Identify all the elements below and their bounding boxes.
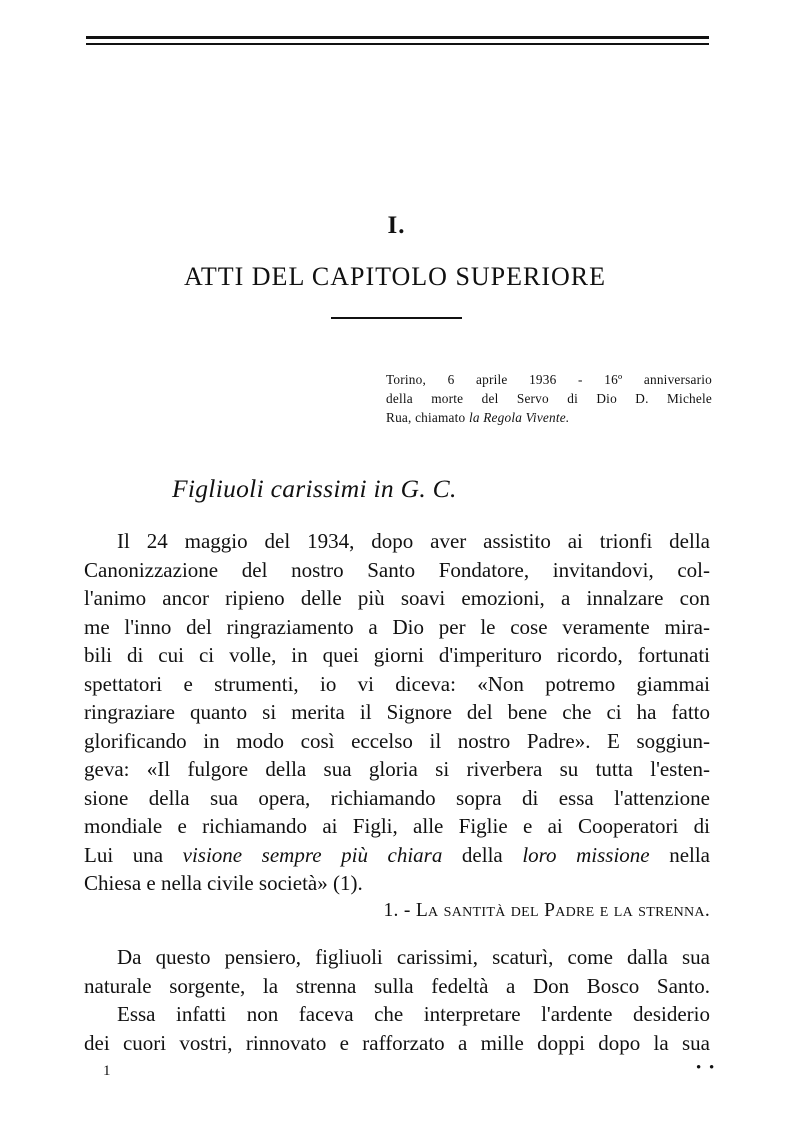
top-double-rule <box>86 36 709 47</box>
p1-line-2: Canonizzazione del nostro Santo Fondatore, invitandovi, col- <box>84 557 710 582</box>
p1-line-12-a: Lui una <box>84 842 183 867</box>
title-underline-rule <box>331 317 462 319</box>
p1-line-11: mondiale e richiamando ai Figli, alle Figlie e ai Cooperatori di <box>84 814 710 838</box>
p1-line-3: l'animo ancor ripieno delle più soavi emozioni, a innalzare con <box>84 586 710 610</box>
p2-line-3: Essa infatti non faceva che interpretare l'ardente desiderio <box>117 1002 710 1026</box>
p1-line-10: sione della sua opera, richiamando sopra di essa l'attenzione <box>84 785 710 810</box>
top-rule-thick <box>86 36 709 39</box>
salutation: Figliuoli carissimi in G. C. <box>172 474 457 503</box>
p1-line-12 <box>84 841 710 870</box>
dateline <box>386 370 712 427</box>
p1-line-5: bili di cui ci volle, in quei giorni d'imperituro ricordo, fortunati <box>84 643 710 667</box>
footer-marks: • • <box>696 1060 717 1076</box>
dateline-line-3-text: Rua, chiamato <box>386 410 469 425</box>
p2-line-4: dei cuori vostri, rinnovato e rafforzato a mille doppi dopo la sua <box>84 1030 710 1055</box>
p1-line-13: Chiesa e nella civile società» (1). <box>84 871 363 895</box>
p1-line-4: me l'inno del ringraziamento a Dio per le cose veramente mira- <box>84 614 710 639</box>
p2-line-2: naturale sorgente, la strenna sulla fedeltà a Don Bosco Santo. <box>84 973 710 998</box>
section-title: ATTI DEL CAPITOLO SUPERIORE <box>183 262 607 291</box>
page-number: 1 <box>103 1063 111 1079</box>
p1-line-12-italic-b: loro missione <box>522 842 650 867</box>
paragraph-1 <box>84 527 710 898</box>
p1-line-12-c: nella <box>649 842 711 867</box>
p1-line-8: glorificando in modo così eccelso il nostro Padre». E soggiun- <box>84 728 710 753</box>
dateline-line-1: Torino, 6 aprile 1936 - 16º anniversario <box>386 372 712 387</box>
p1-line-6: spettatori e strumenti, io vi diceva: «Non potremo giammai <box>84 671 710 696</box>
p1-line-12-b: della <box>442 842 523 867</box>
paragraph-2 <box>84 943 710 1057</box>
top-rule-thin <box>86 43 709 45</box>
p1-line-7: ringraziare quanto si merita il Signore del bene che ci ha fatto <box>84 700 710 724</box>
p2-line-1: Da questo pensiero, figliuoli carissimi, scaturì, come dalla sua <box>117 945 710 969</box>
section-numeral: I. <box>387 212 406 239</box>
p1-line-9: geva: «Il fulgore della sua gloria si riverbera su tutta l'esten- <box>84 757 710 781</box>
p1-line-12-italic-a: visione sempre più chiara <box>182 842 443 867</box>
p1-line-1: Il 24 maggio del 1934, dopo aver assistito ai trionfi della <box>117 529 710 553</box>
subsection-heading: 1. - La santità del Padre e la strenna. <box>383 900 710 921</box>
dateline-line-3 <box>386 408 712 427</box>
dateline-line-3-italic: la Regola Vivente. <box>468 410 570 425</box>
dateline-line-2: della morte del Servo di Dio D. Michele <box>386 391 712 406</box>
